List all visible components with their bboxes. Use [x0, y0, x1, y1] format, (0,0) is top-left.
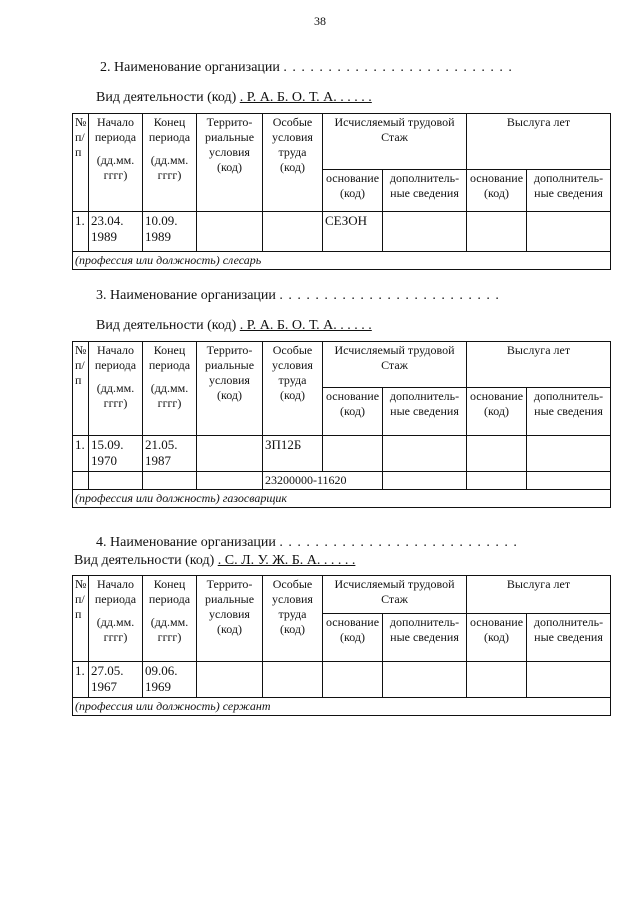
activity-code: . Р. А. Б. О. Т. А. . . . . . — [239, 90, 372, 105]
row-start: 27.05. 1967 — [89, 662, 143, 698]
header-start: Начало периода (дд.мм. гггг) — [89, 114, 143, 212]
header-extra: дополнитель- ные сведения — [383, 170, 467, 212]
activity-line-2 — [96, 90, 372, 106]
row-territory — [197, 472, 263, 490]
row-start — [89, 472, 143, 490]
row-extra — [383, 212, 467, 252]
header-stazh: Исчисляемый трудовой Стаж — [323, 576, 467, 614]
header-serv-basis: основание (код) — [467, 388, 527, 436]
row-extra — [383, 436, 467, 472]
header-basis: основание (код) — [323, 170, 383, 212]
row-start: 23.04. 1989 — [89, 212, 143, 252]
row-serv-basis — [467, 436, 527, 472]
header-start: Начало периода (дд.мм. гггг) — [89, 576, 143, 662]
header-serv-basis: основание (код) — [467, 170, 527, 212]
row-extra — [383, 662, 467, 698]
page-number: 38 — [314, 14, 326, 28]
row-num: 1. — [73, 436, 89, 472]
header-service: Выслуга лет — [467, 114, 611, 170]
row-territory — [197, 212, 263, 252]
row-end: 09.06. 1969 — [143, 662, 197, 698]
row-extra — [383, 472, 467, 490]
row-num: 1. — [73, 662, 89, 698]
table-row — [73, 472, 611, 490]
header-end: Конец периода (дд.мм. гггг) — [143, 114, 197, 212]
org-name-label: 2. Наименование организации — [100, 60, 280, 75]
org-name-line-3 — [96, 288, 500, 304]
header-service: Выслуга лет — [467, 342, 611, 388]
activity-code: . С. Л. У. Ж. Б. А. . . . . . — [217, 553, 356, 568]
header-stazh: Исчисляемый трудовой Стаж — [323, 114, 467, 170]
activity-label: Вид деятельности (код) — [74, 553, 218, 568]
header-special: Особые условия труда (код) — [263, 342, 323, 436]
row-special: ЗП12Б — [263, 436, 323, 472]
header-special: Особые условия труда (код) — [263, 576, 323, 662]
profession-row: (профессия или должность) сержант — [73, 698, 611, 716]
header-serv-extra: дополнитель- ные сведения — [527, 170, 611, 212]
table-row — [73, 436, 611, 472]
org-name-label: 4. Наименование организации — [96, 535, 276, 550]
header-basis: основание (код) — [323, 614, 383, 662]
row-end: 10.09. 1989 — [143, 212, 197, 252]
row-basis — [323, 662, 383, 698]
table-row — [73, 212, 611, 252]
header-serv-extra: дополнитель- ные сведения — [527, 614, 611, 662]
employment-table-2 — [72, 113, 611, 270]
activity-code: . Р. А. Б. О. Т. А. . . . . . — [239, 318, 372, 333]
org-name-dots: . . . . . . . . . . . . . . . . . . . . . . . . . . — [283, 60, 513, 75]
activity-label: Вид деятельности (код) — [96, 90, 240, 105]
row-num — [73, 472, 89, 490]
header-basis: основание (код) — [323, 388, 383, 436]
header-serv-basis: основание (код) — [467, 614, 527, 662]
row-special — [263, 212, 323, 252]
row-basis: СЕЗОН — [323, 212, 383, 252]
profession-row: (профессия или должность) слесарь — [73, 252, 611, 270]
org-name-dots: . . . . . . . . . . . . . . . . . . . . . . . . . . . — [279, 535, 518, 550]
row-special — [263, 662, 323, 698]
row-serv-basis — [467, 472, 527, 490]
header-num: № п/ п — [73, 342, 89, 436]
table-row — [73, 662, 611, 698]
header-territory: Террито- риальные условия (код) — [197, 114, 263, 212]
activity-line-3 — [96, 318, 372, 334]
row-serv-basis — [467, 662, 527, 698]
org-name-line-4 — [96, 535, 518, 551]
row-num: 1. — [73, 212, 89, 252]
header-extra: дополнитель- ные сведения — [383, 388, 467, 436]
row-basis — [323, 436, 383, 472]
row-territory — [197, 662, 263, 698]
employment-table-4 — [72, 575, 611, 716]
row-serv-extra — [527, 436, 611, 472]
header-stazh: Исчисляемый трудовой Стаж — [323, 342, 467, 388]
header-extra: дополнитель- ные сведения — [383, 614, 467, 662]
header-end: Конец периода (дд.мм. гггг) — [143, 342, 197, 436]
row-serv-extra — [527, 212, 611, 252]
row-serv-extra — [527, 472, 611, 490]
org-name-dots: . . . . . . . . . . . . . . . . . . . . . . . . . — [279, 288, 500, 303]
org-name-label: 3. Наименование организации — [96, 288, 276, 303]
row-start: 15.09. 1970 — [89, 436, 143, 472]
activity-line-4 — [74, 553, 355, 569]
header-special: Особые условия труда (код) — [263, 114, 323, 212]
row-serv-extra — [527, 662, 611, 698]
row-serv-basis — [467, 212, 527, 252]
employment-table-3 — [72, 341, 611, 508]
row-end: 21.05. 1987 — [143, 436, 197, 472]
row-special: 23200000-11620 — [263, 472, 383, 490]
activity-label: Вид деятельности (код) — [96, 318, 240, 333]
row-end — [143, 472, 197, 490]
org-name-line-2 — [100, 60, 513, 76]
header-serv-extra: дополнитель- ные сведения — [527, 388, 611, 436]
header-service: Выслуга лет — [467, 576, 611, 614]
header-start: Начало периода (дд.мм. гггг) — [89, 342, 143, 436]
profession-row: (профессия или должность) газосварщик — [73, 490, 611, 508]
header-num: № п/ п — [73, 576, 89, 662]
header-territory: Террито- риальные условия (код) — [197, 576, 263, 662]
row-territory — [197, 436, 263, 472]
header-num: № п/ п — [73, 114, 89, 212]
header-territory: Террито- риальные условия (код) — [197, 342, 263, 436]
header-end: Конец периода (дд.мм. гггг) — [143, 576, 197, 662]
